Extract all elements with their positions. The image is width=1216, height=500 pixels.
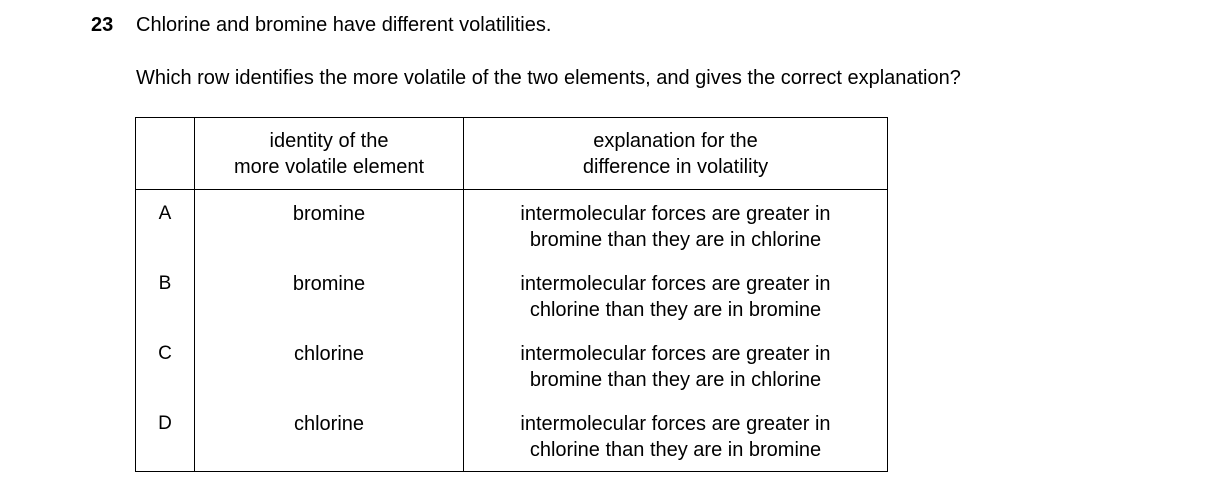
option-explanation	[464, 401, 888, 472]
option-explanation	[464, 261, 888, 331]
header-explanation	[464, 118, 888, 190]
table-row[interactable]	[136, 261, 888, 331]
option-letter: B	[136, 261, 195, 331]
option-explanation-line1: intermolecular forces are greater in	[520, 273, 831, 295]
option-explanation-line2: chlorine than they are in bromine	[529, 299, 822, 321]
question-stem: Chlorine and bromine have different volatilities.	[136, 14, 552, 36]
option-letter: D	[136, 401, 195, 472]
table-header-row	[136, 118, 888, 190]
table-row[interactable]	[136, 190, 888, 262]
option-explanation-line1: intermolecular forces are greater in	[520, 343, 831, 365]
header-identity-line2: more volatile element	[233, 155, 425, 178]
header-explanation-line1: explanation for the	[593, 129, 758, 152]
option-explanation-line2: bromine than they are in chlorine	[529, 369, 822, 391]
table-row[interactable]	[136, 331, 888, 401]
option-explanation-line2: bromine than they are in chlorine	[529, 229, 822, 251]
question-number: 23	[91, 14, 114, 36]
option-identity: chlorine	[195, 331, 464, 401]
option-explanation	[464, 331, 888, 401]
option-explanation-line1: intermolecular forces are greater in	[520, 413, 831, 435]
header-explanation-line2: difference in volatility	[582, 155, 769, 178]
option-letter: A	[136, 190, 195, 262]
option-letter: C	[136, 331, 195, 401]
header-letter	[136, 118, 195, 190]
table-row[interactable]	[136, 401, 888, 472]
answer-options-table	[135, 117, 888, 472]
header-identity	[195, 118, 464, 190]
question-prompt: Which row identifies the more volatile of the two elements, and gives the correct explanation?	[136, 67, 961, 89]
header-identity-line1: identity of the	[269, 129, 389, 152]
option-identity: bromine	[195, 261, 464, 331]
option-identity: bromine	[195, 190, 464, 262]
option-explanation	[464, 190, 888, 262]
option-identity: chlorine	[195, 401, 464, 472]
option-explanation-line1: intermolecular forces are greater in	[520, 203, 831, 225]
option-explanation-line2: chlorine than they are in bromine	[529, 439, 822, 461]
